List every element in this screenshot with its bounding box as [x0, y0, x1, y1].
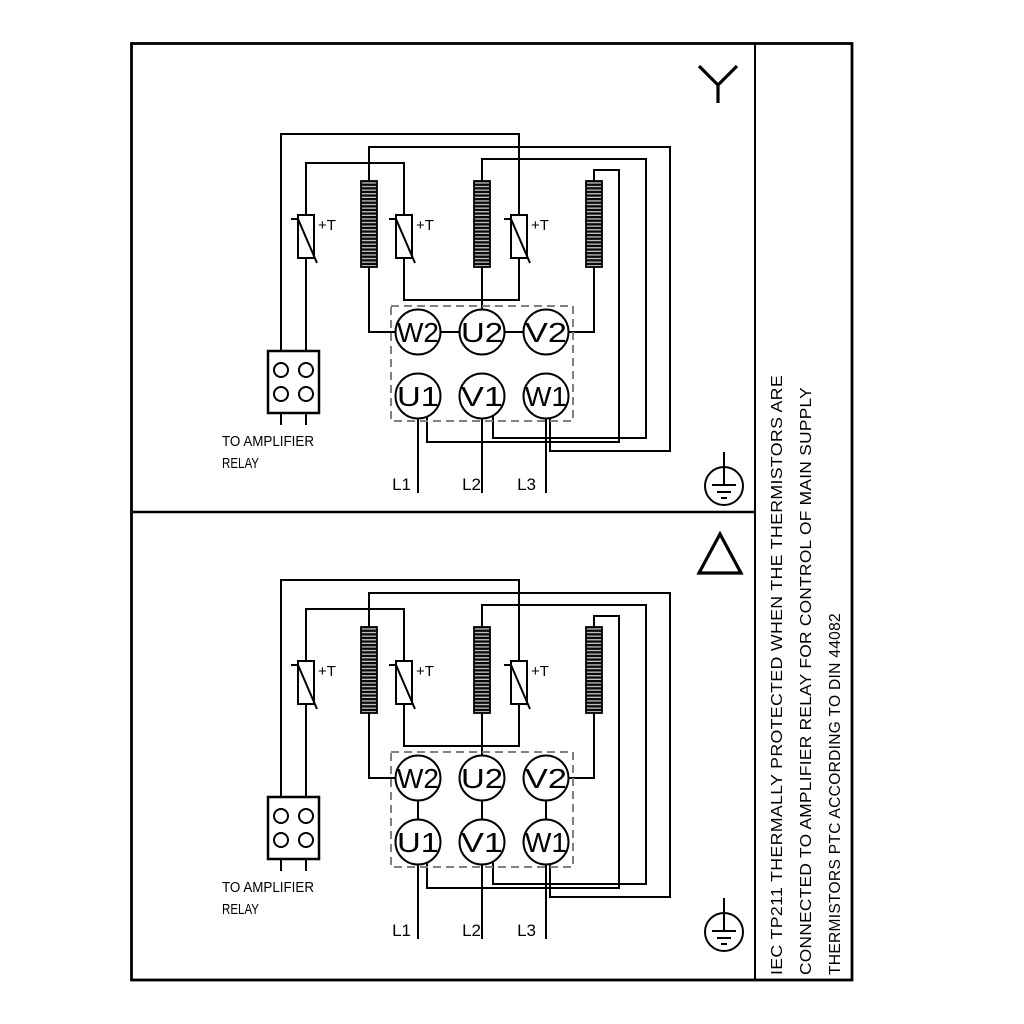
supply-line-label-l2: L2: [462, 475, 481, 494]
amplifier-relay-note-line2: RELAY: [222, 901, 259, 918]
terminal-u2: U2: [461, 317, 503, 348]
side-note-line-1: IEC TP211 THERMALLY PROTECTED WHEN THE THERMISTORS ARE: [769, 433, 786, 975]
terminal-w1: W1: [525, 381, 567, 412]
terminal-v2: V2: [525, 317, 567, 348]
terminal-v2: V2: [525, 763, 567, 794]
delta-connection-icon: [699, 534, 741, 573]
thermistor-label-2: +T: [416, 217, 434, 234]
panel-delta-connection: [222, 580, 743, 951]
thermistor-label-1: +T: [318, 663, 336, 680]
amplifier-relay-note-line1: TO AMPLIFIER: [222, 433, 315, 450]
supply-line-label-l3: L3: [517, 921, 536, 940]
thermistor-label-3: +T: [531, 217, 549, 234]
side-note-line-2: CONNECTED TO AMPLIFIER RELAY FOR CONTROL OF MAIN SUPPLY: [798, 429, 815, 975]
terminal-u2: U2: [461, 763, 503, 794]
supply-line-label-l2: L2: [462, 921, 481, 940]
side-note-line-3: THERMISTORS PTC ACCORDING TO DIN 44082: [827, 602, 844, 975]
terminal-w2: W2: [397, 317, 439, 348]
terminal-u1: U1: [397, 827, 439, 858]
star-connection-icon: [699, 66, 737, 103]
thermistor-label-3: +T: [531, 663, 549, 680]
supply-line-label-l1: L1: [392, 475, 411, 494]
delta-bridge-links: [418, 801, 546, 820]
terminal-w2: W2: [397, 763, 439, 794]
supply-line-label-l3: L3: [517, 475, 536, 494]
thermistor-label-1: +T: [318, 217, 336, 234]
amplifier-relay-note-line1: TO AMPLIFIER: [222, 879, 315, 896]
thermistor-label-2: +T: [416, 663, 434, 680]
side-note: [769, 375, 844, 975]
panel-star-connection: [222, 134, 743, 505]
terminal-v1: V1: [461, 827, 503, 858]
terminal-v1: V1: [461, 381, 503, 412]
supply-line-label-l1: L1: [392, 921, 411, 940]
terminal-u1: U1: [397, 381, 439, 412]
terminal-w1: W1: [525, 827, 567, 858]
amplifier-relay-note-line2: RELAY: [222, 455, 259, 472]
